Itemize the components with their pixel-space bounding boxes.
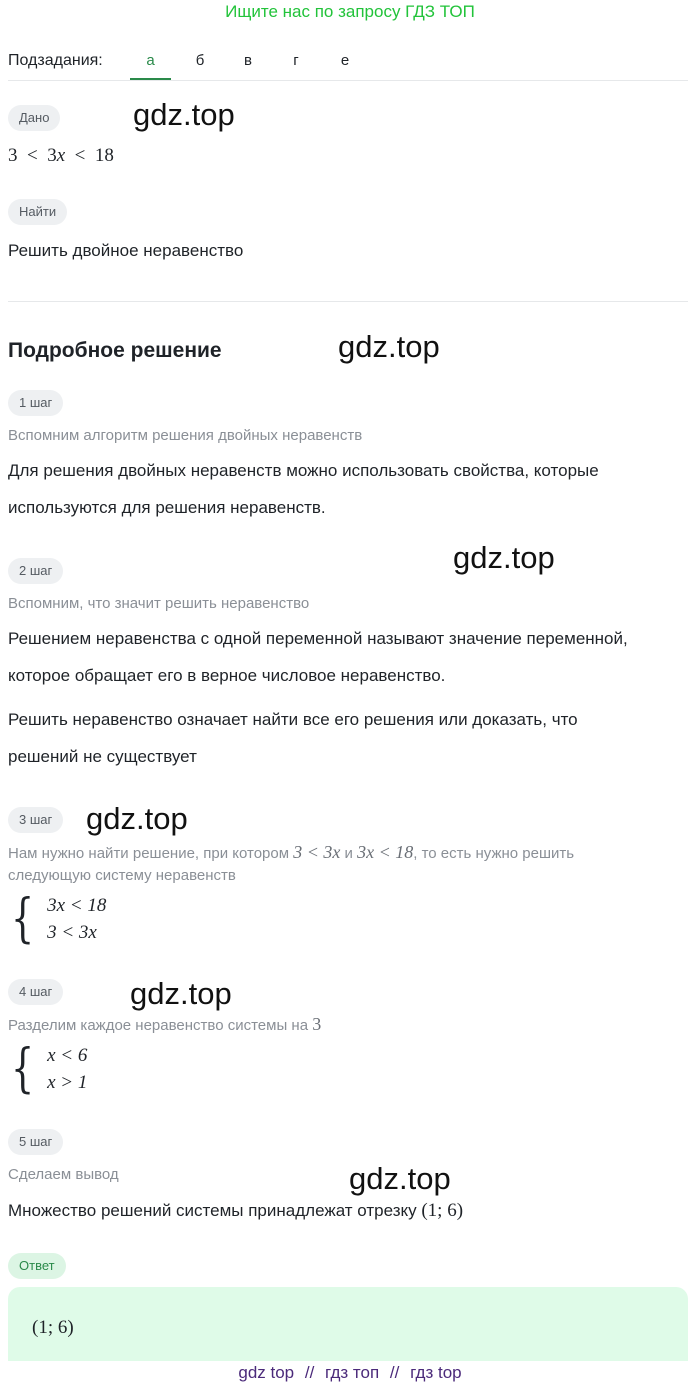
step-1-hint: Вспомним алгоритм решения двойных неравенств [8, 427, 363, 444]
solution-title: Подробное решение [8, 339, 222, 362]
step-3-hint-line-2: следующую систему неравенств [8, 867, 236, 884]
brace-icon: { [10, 889, 35, 949]
step-2-line-2: которое обращает его в верное числовое неравенство. [8, 666, 446, 685]
system-line: 3x < 18 [47, 895, 107, 916]
step-4-system [6, 1039, 88, 1099]
watermark: gdz.top [453, 540, 555, 575]
step-1-line-2: используются для решения неравенств. [8, 498, 326, 517]
brace-icon: { [10, 1039, 35, 1099]
watermark: gdz.top [349, 1161, 451, 1196]
step-1-chip: 1 шаг [8, 390, 63, 416]
step-5-chip: 5 шаг [8, 1129, 63, 1155]
given-chip: Дано [8, 105, 60, 131]
given-expression: 3 < 3x < 18 [8, 145, 114, 166]
find-chip: Найти [8, 199, 67, 225]
system-line: 3 < 3x [47, 922, 97, 943]
promo-banner[interactable]: Ищите нас по запросу ГДЗ ТОП [225, 2, 475, 21]
section-divider [8, 301, 688, 302]
tab-e[interactable]: е [340, 52, 350, 69]
find-text: Решить двойное неравенство [8, 241, 244, 260]
tab-g[interactable]: г [293, 52, 299, 69]
step-5-conclusion: Множество решений системы принадлежат отрезку (1; 6) [8, 1200, 464, 1221]
tab-a[interactable]: а [146, 52, 155, 69]
footer-separator: // [304, 1363, 315, 1382]
step-2-line-4: решений не существует [8, 747, 197, 766]
system-line: x > 1 [47, 1072, 88, 1093]
step-2-hint: Вспомним, что значит решить неравенство [8, 595, 310, 612]
step-2-line-1: Решением неравенства с одной переменной называют значение переменной, [8, 629, 628, 648]
footer-link[interactable]: gdz top [238, 1363, 295, 1382]
step-2-line-3: Решить неравенство означает найти все его решения или доказать, что [8, 710, 578, 729]
watermark: gdz.top [338, 329, 440, 364]
footer-separator: // [389, 1363, 400, 1382]
watermark: gdz.top [130, 976, 232, 1011]
step-1-line-1: Для решения двойных неравенств можно использовать свойства, которые [8, 461, 599, 480]
step-3-hint: Нам нужно найти решение, при котором 3 < 3x и 3x < 18, то есть нужно решить [8, 842, 575, 862]
footer-link[interactable]: гдз top [410, 1363, 462, 1382]
tabs-divider [8, 80, 688, 81]
tab-v[interactable]: в [244, 52, 252, 69]
step-3-chip: 3 шаг [8, 807, 63, 833]
system-line: x < 6 [47, 1045, 88, 1066]
watermark: gdz.top [133, 97, 235, 132]
step-4-hint: Разделим каждое неравенство системы на 3 [8, 1014, 322, 1034]
step-5-hint: Сделаем вывод [8, 1166, 119, 1183]
step-2-chip: 2 шаг [8, 558, 63, 584]
step-3-system [6, 889, 107, 949]
tab-b[interactable]: б [195, 52, 205, 69]
answer-chip: Ответ [8, 1253, 66, 1279]
subtasks-label: Подзадания: [8, 52, 103, 69]
step-4-chip: 4 шаг [8, 979, 63, 1005]
answer-box [8, 1287, 688, 1361]
watermark: gdz.top [86, 801, 188, 836]
footer-link[interactable]: гдз топ [325, 1363, 380, 1382]
footer-links [0, 1359, 700, 1387]
answer-value: (1; 6) [32, 1317, 74, 1338]
